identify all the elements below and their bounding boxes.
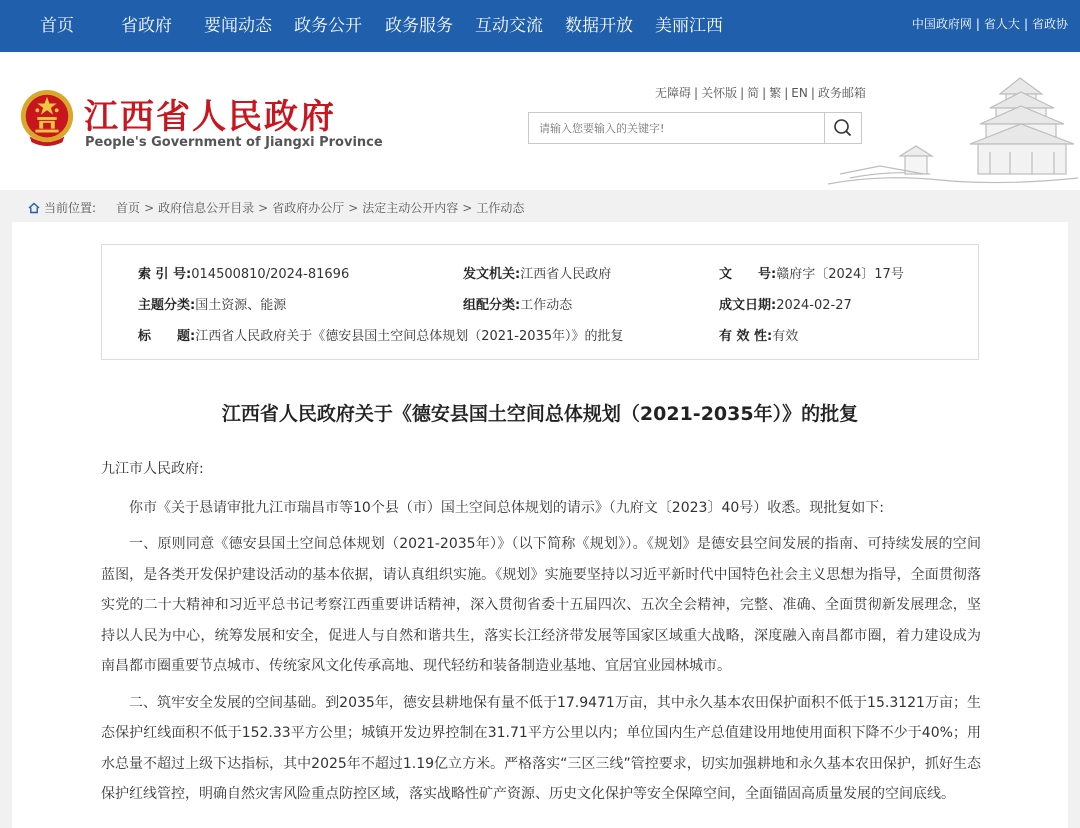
search-input[interactable] xyxy=(529,113,819,143)
nav-open-data[interactable]: 数据开放 xyxy=(565,16,633,36)
breadcrumb-work-news[interactable]: 工作动态 xyxy=(476,201,525,215)
tool-accessibility[interactable]: 无障碍 xyxy=(655,86,692,100)
home-icon xyxy=(28,202,40,214)
top-nav-bar xyxy=(0,0,1080,52)
meta-issuer: 发文机关:江西省人民政府 xyxy=(463,267,612,282)
article-container xyxy=(12,222,1068,828)
nav-beautiful-jiangxi[interactable]: 美丽江西 xyxy=(655,16,723,36)
tool-gov-mail[interactable]: 政务邮箱 xyxy=(817,86,866,100)
site-header xyxy=(0,52,1080,190)
paragraph-3: 二、筑牢安全发展的空间基础。到2035年，德安县耕地保有量不低于17.9471万亩，其中永久基本农田保护面积不低于15.3121万亩；生态保护红线面积不低于152.33平方公里；城镇开发边界控制在31.71平方公里以内；单位国内生产总值建设用地使用面积下降不少于40%；用水总量不超过上级下达指标，其中2025年不超过1.19亿立方米。严格落实“三区三线”管控要求，切实加强耕地和永久基本农田保护，抓好生态保护红线管控，明确自然灾害风险重点防控区域，落实战略性矿产资源、历史文化保护等安全保障空间，全面锚固高质量发展的空间底线。 xyxy=(101,694,981,802)
meta-docno: 文 号:赣府字〔2024〕17号 xyxy=(719,267,904,282)
tool-traditional[interactable]: 繁 xyxy=(769,86,782,100)
link-provincial-cppcc[interactable]: 省政协 xyxy=(1031,17,1068,31)
breadcrumb-general-office[interactable]: 省政府办公厅 xyxy=(272,201,345,215)
breadcrumb-statutory-content[interactable]: 法定主动公开内容 xyxy=(362,201,459,215)
breadcrumb-gov-info-directory[interactable]: 政府信息公开目录 xyxy=(158,201,255,215)
breadcrumb: 当前位置: 首页 > 政府信息公开目录 > 省政府办公厅 > 法定主动公开内容 > 工作动态 xyxy=(28,199,524,216)
breadcrumb-home[interactable]: 首页 xyxy=(116,201,141,215)
paragraph-2: 一、原则同意《德安县国土空间总体规划（2021-2035年）》（以下简称《规划》）。《规划》是德安县空间发展的指南、可持续发展的空间蓝图，是各类开发保护建设活动的基本依据，请认真组织实施。《规划》实施要坚持以习近平新时代中国特色社会主义思想为指导，全面贯彻落实党的二十大精神和习近平总书记考察江西重要讲话精神，深入贯彻省委十五届四次、五次全会精神，完整、准确、全面贯彻新发展理念，坚持以人民为中心，统筹发展和安全，促进人与自然和谐共生，落实长江经济带发展等国家区域重大战略，深度融入南昌都市圈，着力建设成为南昌都市圈重要节点城市、传统家风文化传承高地、现代轻纺和装备制造业基地、宜居宜业园林城市。 xyxy=(101,536,981,674)
external-links: 中国政府网 | 省人大 | 省政协 xyxy=(911,17,1068,31)
search-box xyxy=(528,112,862,144)
accessibility-tools: 无障碍 | 关怀版 | 简 | 繁 | EN | 政务邮箱 xyxy=(655,86,866,100)
link-china-government[interactable]: 中国政府网 xyxy=(911,17,972,31)
article-body xyxy=(101,454,981,816)
nav-provincial-government[interactable]: 省政府 xyxy=(121,16,172,36)
nav-government-affairs-open[interactable]: 政务公开 xyxy=(294,16,362,36)
nav-home[interactable]: 首页 xyxy=(40,16,74,36)
tool-simplified[interactable]: 简 xyxy=(747,86,760,100)
nav-news[interactable]: 要闻动态 xyxy=(204,16,272,36)
paragraph-1: 你市《关于恳请审批九江市瑞昌市等10个县（市）国土空间总体规划的请示》（九府文〔2023〕40号）收悉。现批复如下: xyxy=(129,499,884,516)
tool-english[interactable]: EN xyxy=(791,86,808,100)
meta-index: 索 引 号:014500810/2024-81696 xyxy=(138,267,350,282)
national-emblem-icon[interactable] xyxy=(18,88,76,148)
meta-validity: 有 效 性:有效 xyxy=(719,329,799,344)
article-title: 江西省人民政府关于《德安县国土空间总体规划（2021-2035年）》的批复 xyxy=(221,403,859,425)
nav-interaction[interactable]: 互动交流 xyxy=(475,16,543,36)
link-provincial-congress[interactable]: 省人大 xyxy=(983,17,1020,31)
document-metadata-table xyxy=(101,244,979,360)
meta-date: 成文日期:2024-02-27 xyxy=(719,298,852,313)
site-subtitle: People's Government of Jiangxi Province xyxy=(85,135,383,150)
nav-government-services[interactable]: 政务服务 xyxy=(385,16,453,36)
site-title[interactable]: 江西省人民政府 xyxy=(84,97,336,137)
breadcrumb-label: 当前位置: xyxy=(44,201,97,215)
meta-topic: 主题分类:国土资源、能源 xyxy=(138,298,287,313)
pavilion-illustration xyxy=(817,74,1080,186)
meta-category: 组配分类:工作动态 xyxy=(463,298,573,313)
meta-title: 标 题:江西省人民政府关于《德安县国土空间总体规划（2021-2035年）》的批复 xyxy=(138,329,624,344)
salutation: 九江市人民政府: xyxy=(101,461,204,477)
tool-care-mode[interactable]: 关怀版 xyxy=(701,86,738,100)
